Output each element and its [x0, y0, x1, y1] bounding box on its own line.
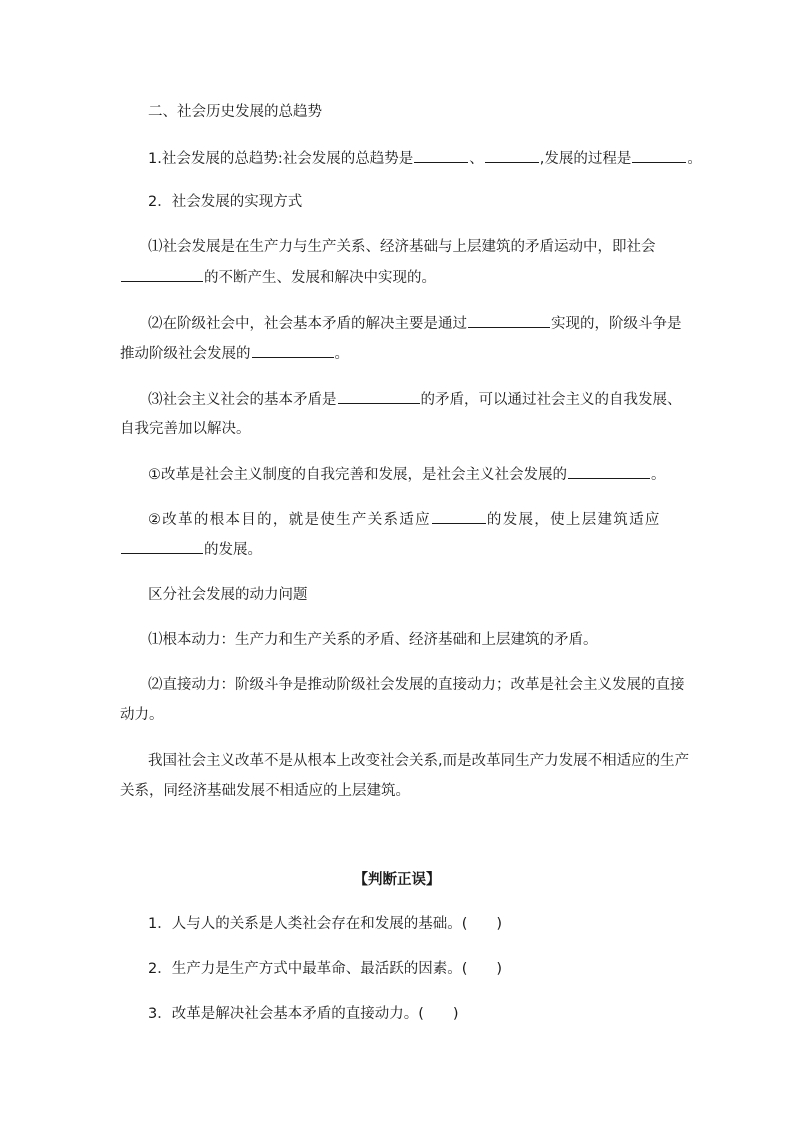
dynamics-heading-text: 区分社会发展的动力问题 [148, 587, 308, 603]
item-1 [148, 147, 708, 170]
item-1-sep: 、 [469, 151, 484, 167]
paragraph-text: 的发展。 [204, 542, 262, 558]
fill-blank[interactable] [485, 147, 539, 163]
circled-2-line-2 [120, 538, 680, 561]
fill-blank[interactable] [632, 147, 686, 163]
paragraph-2-line-1 [148, 312, 708, 335]
paragraph-text: ①改革是社会主义制度的自我完善和发展，是社会主义社会发展的 [148, 467, 567, 483]
paragraph-text: 的矛盾，可以通过社会主义的自我发展、 [420, 392, 682, 408]
judge-item-text: 2．生产力是生产方式中最革命、最活跃的因素。( ) [148, 961, 503, 977]
fill-blank[interactable] [468, 312, 550, 328]
paragraph-text: 动力。 [120, 707, 164, 723]
dynamics-heading [148, 584, 708, 606]
note-line-1 [148, 750, 708, 772]
paragraph-2-line-2 [120, 342, 680, 365]
fill-blank[interactable] [414, 147, 468, 163]
circled-1 [148, 463, 708, 486]
paragraph-text: ⑵在阶级社会中，社会基本矛盾的解决主要是通过 [148, 316, 467, 332]
judge-title-text: 【判断正误】 [353, 872, 441, 888]
paragraph-1-line-1 [148, 236, 708, 258]
fill-blank[interactable] [338, 388, 420, 404]
paragraph-text: 推动阶级社会发展的 [120, 346, 251, 362]
item-1-text: ,发展的过程是 [539, 151, 632, 167]
judge-title [0, 869, 794, 891]
judge-item-text: 3．改革是解决社会基本矛盾的直接动力。( ) [148, 1006, 459, 1022]
item-2-heading-text: 2．社会发展的实现方式 [148, 194, 303, 210]
paragraph-text: 实现的，阶级斗争是 [551, 316, 682, 332]
paragraph-end: 。 [334, 346, 349, 362]
paragraph-text: ⑵直接动力：阶级斗争是推动阶级社会发展的直接动力；改革是社会主义发展的直接 [148, 677, 685, 693]
dynamics-p2-line-2 [120, 704, 680, 726]
judge-item [148, 958, 708, 980]
fill-blank[interactable] [568, 463, 650, 479]
paragraph-text: ⑴社会发展是在生产力与生产关系、经济基础与上层建筑的矛盾运动中，即社会 [148, 239, 656, 255]
section-heading-text: 二、社会历史发展的总趋势 [148, 104, 322, 120]
note-line-2 [120, 780, 680, 802]
paragraph-3-line-2 [120, 418, 680, 440]
fill-blank[interactable] [121, 266, 203, 282]
circled-2-line-1 [148, 508, 708, 531]
dynamics-p1 [148, 629, 708, 651]
paragraph-text: ⑶社会主义社会的基本矛盾是 [148, 392, 337, 408]
paragraph-end: 。 [651, 467, 666, 483]
paragraph-1-line-2 [120, 266, 680, 289]
judge-item-text: 1．人与人的关系是人类社会存在和发展的基础。( ) [148, 916, 503, 932]
item-2-heading [148, 191, 708, 213]
item-1-end: 。 [687, 151, 702, 167]
judge-item [148, 913, 708, 935]
fill-blank[interactable] [121, 538, 203, 554]
paragraph-text: 自我完善加以解决。 [120, 421, 251, 437]
paragraph-text: 关系，同经济基础发展不相适应的上层建筑。 [120, 783, 410, 799]
paragraph-text: ②改革的根本目的，就是使生产关系适应 [148, 512, 431, 528]
judge-item [148, 1003, 708, 1025]
paragraph-text: 的发展，使上层建筑适应 [486, 512, 661, 528]
item-1-text: 1.社会发展的总趋势:社会发展的总趋势是 [148, 151, 414, 167]
section-heading [148, 101, 708, 123]
dynamics-p2-line-1 [148, 674, 708, 696]
paragraph-text: 的不断产生、发展和解决中实现的。 [204, 270, 436, 286]
paragraph-3-line-1 [148, 388, 708, 411]
paragraph-text: 我国社会主义改革不是从根本上改变社会关系,而是改革同生产力发展不相适应的生产 [148, 753, 690, 769]
paragraph-text: ⑴根本动力：生产力和生产关系的矛盾、经济基础和上层建筑的矛盾。 [148, 632, 598, 648]
fill-blank[interactable] [432, 508, 486, 524]
fill-blank[interactable] [252, 342, 334, 358]
